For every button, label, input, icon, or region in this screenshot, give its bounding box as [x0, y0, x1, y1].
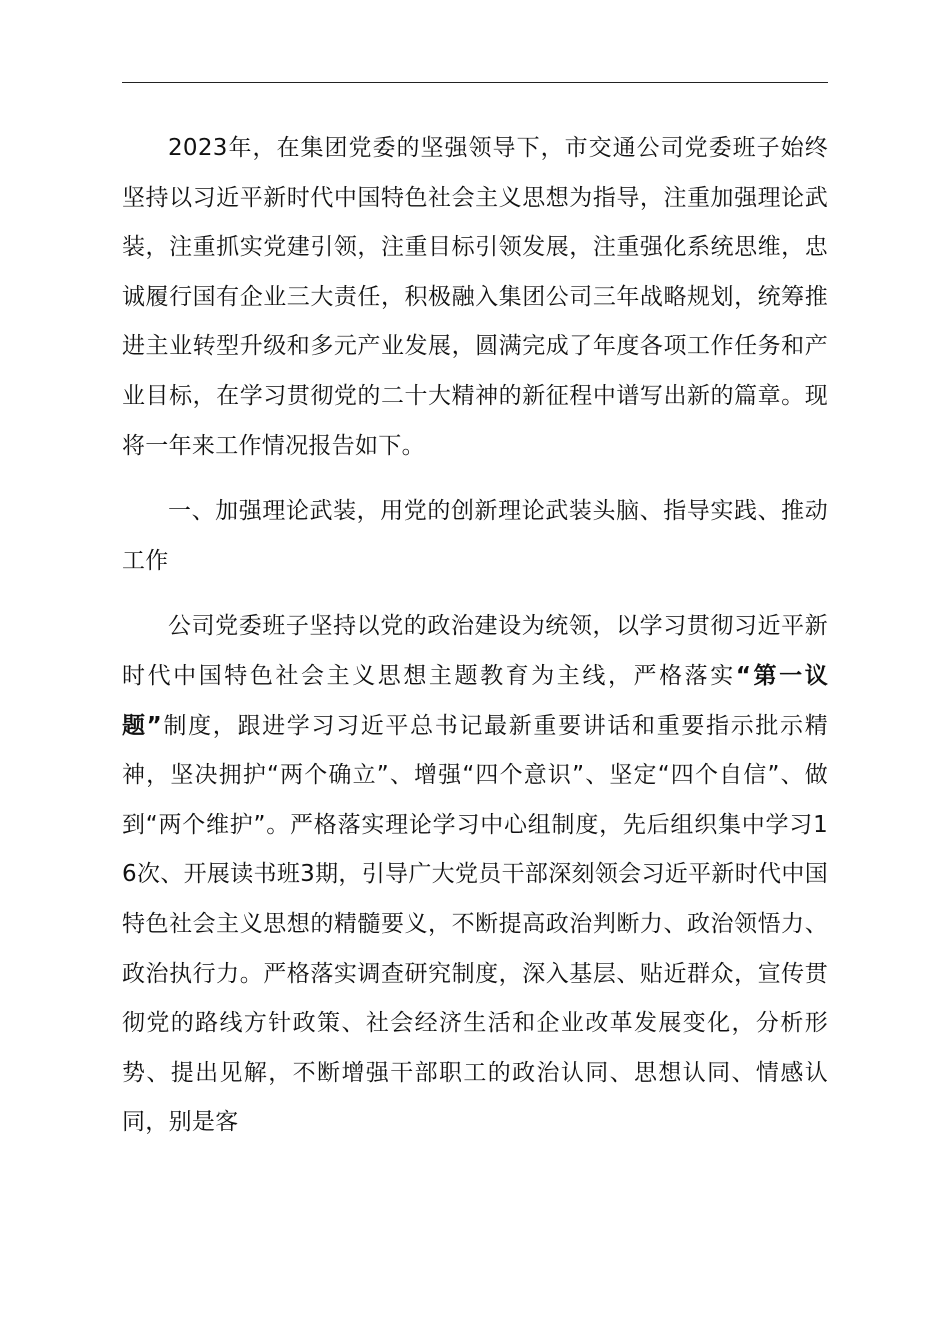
document-body: [122, 124, 828, 1148]
section-1-paragraph: [122, 602, 828, 1148]
intro-paragraph: 2023年，在集团党委的坚强领导下，市交通公司党委班子始终坚持以习近平新时代中国特色社会主义思想为指导，注重加强理论武装，注重抓实党建引领，注重目标引领发展，注重强化系统思维，忠诚履行国有企业三大责任，积极融入集团公司三年战略规划，统筹推进主业转型升级和多元产业发展，圆满完成了年度各项工作任务和产业目标，在学习贯彻党的二十大精神的新征程中谱写出新的篇章。现将一年来工作情况报告如下。: [122, 135, 828, 459]
section-1-text-rest: 制度，跟进学习习近平总书记最新重要讲话和重要指示批示精神，坚决拥护“两个确立”、增强“四个意识”、坚定“四个自信”、做到“两个维护”。严格落实理论学习中心组制度，先后组织集中学习16次、开展读书班3期，引导广大党员干部深刻领会习近平新时代中国特色社会主义思想的精髓要义，不断提高政治判断力、政治领悟力、政治执行力。严格落实调查研究制度，深入基层、贴近群众，宣传贯彻党的路线方针政策、社会经济生活和企业改革发展变化，分析形势、提出见解，不断增强干部职工的政治认同、思想认同、情感认同，别是客: [122, 712, 829, 1136]
section-1-text-start: 公司党委班子坚持以党的政治建设为统领，以学习贯彻习近平新时代中国特色社会主义思想主题教育为主线，严格落实: [122, 613, 828, 689]
first-topic-term: “第一议题”: [122, 662, 828, 739]
section-heading-1: 一、加强理论武装，用党的创新理论武装头脑、指导实践、推动工作: [122, 498, 828, 574]
header-rule: [122, 82, 828, 83]
